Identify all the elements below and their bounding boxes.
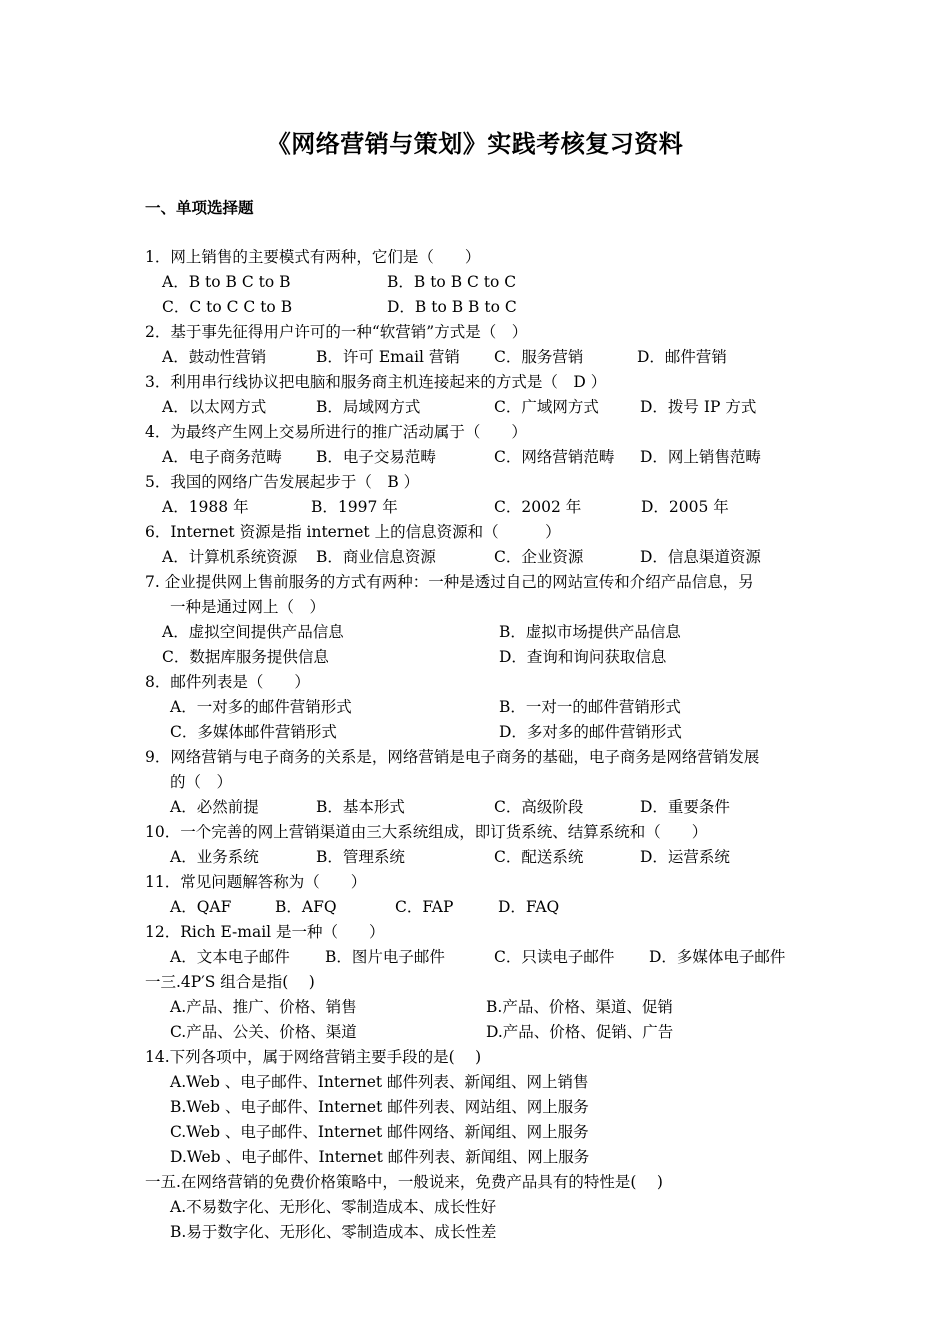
question-6-option-c: C．企业资源: [494, 548, 584, 566]
question-6-option-b: B．商业信息资源: [316, 548, 436, 566]
question-13-option-b: B.产品、价格、渠道、促销: [486, 998, 673, 1016]
question-4-option-b: B．电子交易范畴: [316, 448, 436, 466]
question-15-stem: 一五.在网络营销的免费价格策略中，一般说来，免费产品具有的特性是( ): [145, 1173, 663, 1191]
question-2-option-d: D．邮件营销: [637, 348, 727, 366]
question-10-option-a: A．业务系统: [170, 848, 259, 866]
question-1-stem: 1．网上销售的主要模式有两种，它们是（ ）: [145, 248, 481, 266]
question-12-option-b: B．图片电子邮件: [325, 948, 445, 966]
question-3-option-d: D．拨号 IP 方式: [640, 398, 757, 416]
question-5-option-a: A．1988 年: [162, 498, 249, 516]
question-5-option-c: C．2002 年: [494, 498, 582, 516]
question-6-option-a: A．计算机系统资源: [162, 548, 298, 566]
question-7-option-c: C．数据库服务提供信息: [162, 648, 329, 666]
question-13-option-c: C.产品、公关、价格、渠道: [170, 1023, 357, 1041]
question-7-stem: 7. 企业提供网上售前服务的方式有两种：一种是透过自己的网站宣传和介绍产品信息，另: [145, 573, 754, 591]
question-15-option-b: B.易于数字化、无形化、零制造成本、成长性差: [170, 1223, 497, 1241]
question-9-option-d: D．重要条件: [640, 798, 730, 816]
question-8-option-d: D．多对多的邮件营销形式: [499, 723, 682, 741]
question-6-option-d: D．信息渠道资源: [640, 548, 761, 566]
question-4-option-a: A．电子商务范畴: [162, 448, 282, 466]
document-title: 《网络营销与策划》实践考核复习资料: [266, 129, 684, 158]
question-3-stem: 3．利用串行线协议把电脑和服务商主机连接起来的方式是（ D ）: [145, 373, 607, 391]
question-10-option-b: B．管理系统: [316, 848, 405, 866]
question-7-option-b: B．虚拟市场提供产品信息: [499, 623, 681, 641]
question-13-option-d: D.产品、价格、促销、广告: [486, 1023, 674, 1041]
question-10-option-d: D．运营系统: [640, 848, 730, 866]
question-14-option-a: A.Web 、电子邮件、Internet 邮件列表、新闻组、网上销售: [170, 1073, 589, 1091]
question-8-option-a: A．一对多的邮件营销形式: [170, 698, 352, 716]
question-14-stem: 14.下列各项中，属于网络营销主要手段的是( ): [145, 1048, 482, 1066]
question-1-option-a: A．B to B C to B: [162, 273, 291, 291]
question-2-option-b: B．许可 Email 营销: [316, 348, 460, 366]
section-heading: 一、单项选择题: [145, 198, 254, 217]
question-9-option-b: B．基本形式: [316, 798, 405, 816]
question-1-option-b: B．B to B C to C: [387, 273, 517, 291]
question-15-option-a: A.不易数字化、无形化、零制造成本、成长性好: [170, 1198, 497, 1216]
question-11-option-a: A．QAF: [170, 898, 232, 916]
question-2-option-a: A．鼓动性营销: [162, 348, 267, 366]
question-14-option-c: C.Web 、电子邮件、Internet 邮件网络、新闻组、网上服务: [170, 1123, 589, 1141]
question-9-stem-continued: 的（ ）: [170, 773, 233, 791]
question-4-option-d: D．网上销售范畴: [640, 448, 761, 466]
question-1-option-d: D．B to B B to C: [387, 298, 517, 316]
question-11-option-c: C．FAP: [395, 898, 454, 916]
question-7-option-a: A．虚拟空间提供产品信息: [162, 623, 344, 641]
question-7-stem-continued: 一种是通过网上（ ）: [170, 598, 326, 616]
question-12-option-c: C．只读电子邮件: [494, 948, 615, 966]
question-2-option-c: C．服务营销: [494, 348, 584, 366]
question-10-option-c: C．配送系统: [494, 848, 584, 866]
question-9-option-a: A．必然前提: [170, 798, 259, 816]
question-14-option-d: D.Web 、电子邮件、Internet 邮件列表、新闻组、网上服务: [170, 1148, 590, 1166]
question-3-option-a: A．以太网方式: [162, 398, 267, 416]
question-5-option-b: B．1997 年: [311, 498, 398, 516]
question-11-option-d: D．FAQ: [498, 898, 560, 916]
question-8-stem: 8．邮件列表是（ ）: [145, 673, 310, 691]
question-4-option-c: C．网络营销范畴: [494, 448, 615, 466]
question-5-option-d: D．2005 年: [641, 498, 729, 516]
question-12-stem: 12．Rich E-mail 是一种（ ）: [145, 923, 385, 941]
question-13-option-a: A.产品、推广、价格、销售: [170, 998, 357, 1016]
question-9-option-c: C．高级阶段: [494, 798, 584, 816]
question-11-stem: 11．常见问题解答称为（ ）: [145, 873, 367, 891]
question-14-option-b: B.Web 、电子邮件、Internet 邮件列表、网站组、网上服务: [170, 1098, 589, 1116]
question-12-option-a: A．文本电子邮件: [170, 948, 290, 966]
question-6-stem: 6．Internet 资源是指 internet 上的信息资源和（ ）: [145, 523, 561, 541]
question-4-stem: 4．为最终产生网上交易所进行的推广活动属于（ ）: [145, 423, 527, 441]
question-8-option-b: B．一对一的邮件营销形式: [499, 698, 681, 716]
question-7-option-d: D．查询和询问获取信息: [499, 648, 667, 666]
question-13-stem: 一三.4P′S 组合是指( ): [145, 973, 315, 991]
question-5-stem: 5．我国的网络广告发展起步于（ B ）: [145, 473, 420, 491]
question-11-option-b: B．AFQ: [275, 898, 337, 916]
question-1-option-c: C．C to C C to B: [162, 298, 293, 316]
question-9-stem: 9．网络营销与电子商务的关系是，网络营销是电子商务的基础，电子商务是网络营销发展: [145, 748, 760, 766]
question-10-stem: 10．一个完善的网上营销渠道由三大系统组成，即订货系统、结算系统和（ ）: [145, 823, 708, 841]
question-8-option-c: C．多媒体邮件营销形式: [170, 723, 337, 741]
question-12-option-d: D．多媒体电子邮件: [649, 948, 786, 966]
question-3-option-c: C．广域网方式: [494, 398, 599, 416]
question-2-stem: 2．基于事先征得用户许可的一种“软营销”方式是（ ）: [145, 323, 528, 341]
question-3-option-b: B．局域网方式: [316, 398, 421, 416]
